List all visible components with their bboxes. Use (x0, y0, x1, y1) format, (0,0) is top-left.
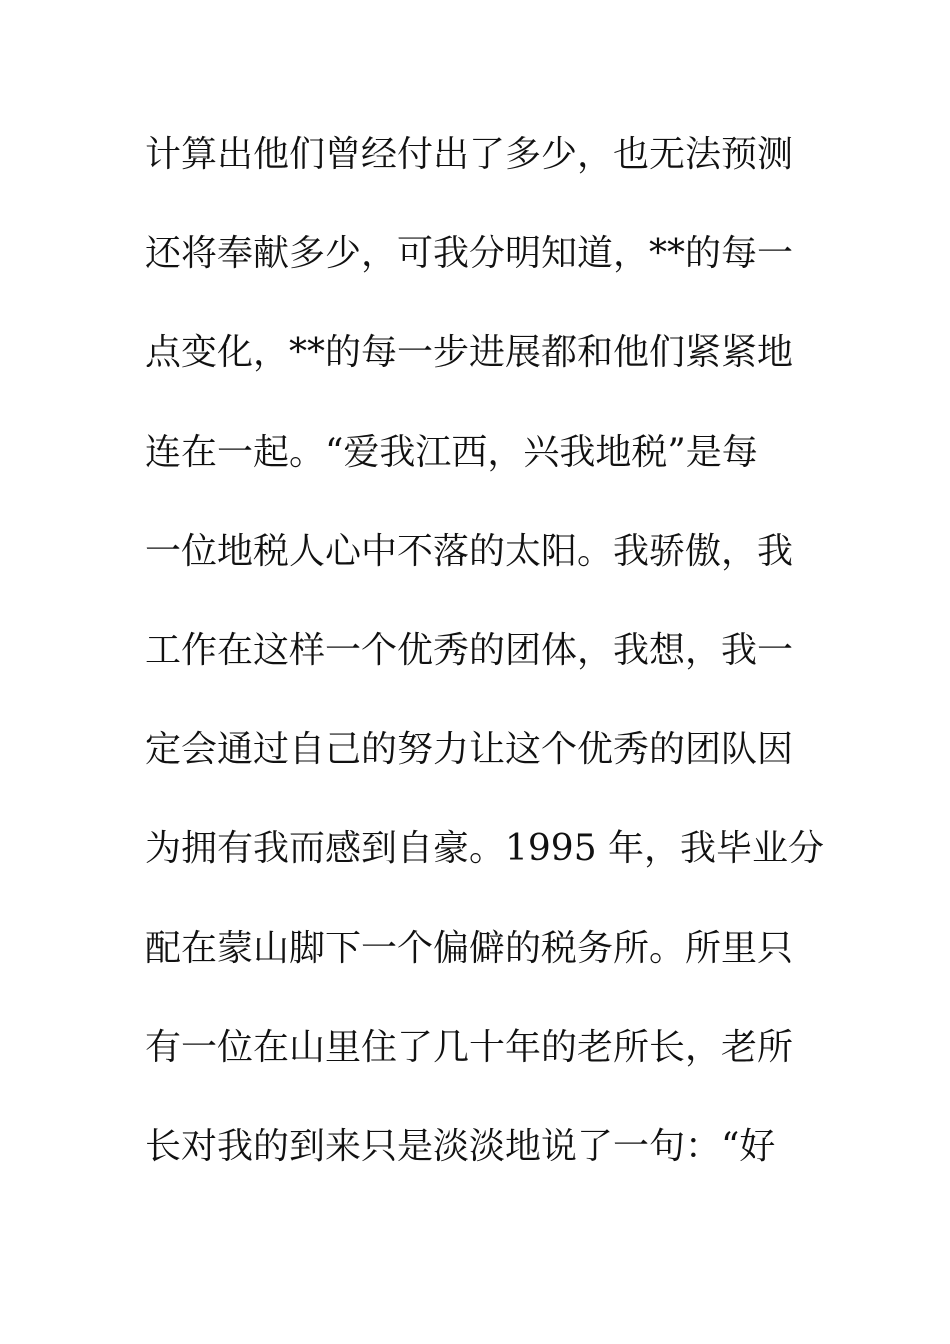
text-line: 为拥有我而感到自豪。1995 年，我毕业分 (145, 828, 825, 870)
text-line: 点变化，**的每一步进展都和他们紧紧地 (145, 332, 794, 374)
text-line: 配在蒙山脚下一个偏僻的税务所。所里只 (145, 927, 794, 969)
text-line: 计算出他们曾经付出了多少，也无法预测 (145, 134, 794, 175)
text-line: 工作在这样一个优秀的团体，我想，我一 (145, 629, 794, 671)
body-text (145, 126, 825, 1217)
text-line: 定会通过自己的努力让这个优秀的团队因 (145, 729, 794, 771)
text-line: 长对我的到来只是淡淡地说了一句：“好 (145, 1125, 776, 1167)
text-line: 有一位在山里住了几十年的老所长，老所 (145, 1026, 794, 1068)
text-line: 还将奉献多少，可我分明知道，**的每一 (145, 233, 794, 275)
text-line: 连在一起。“爱我江西，兴我地税”是每 (145, 431, 758, 473)
text-line: 一位地税人心中不落的太阳。我骄傲，我 (145, 530, 794, 572)
